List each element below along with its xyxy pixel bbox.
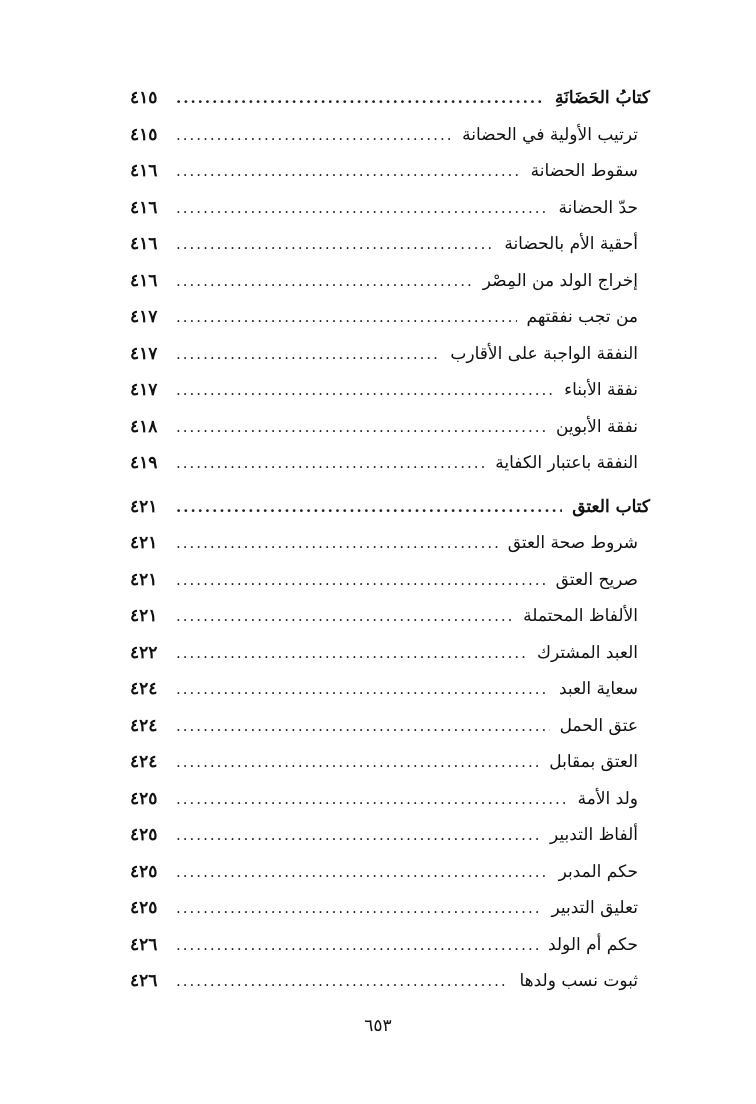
toc-entry	[130, 862, 650, 899]
toc-entry-page: ٤١٧	[130, 380, 158, 400]
dot-leader	[176, 936, 538, 954]
dot-leader	[176, 381, 554, 399]
toc-entry-page: ٤٢٥	[130, 825, 158, 845]
toc-entry-title: حدّ الحضانة	[558, 197, 638, 218]
toc-entry	[130, 570, 650, 607]
dot-leader	[176, 126, 452, 144]
toc-entry	[130, 533, 650, 570]
toc-entry	[130, 898, 650, 935]
toc-entry-title: سقوط الحضانة	[530, 161, 638, 181]
toc-entry-page: ٤٢١	[130, 496, 158, 517]
dot-leader	[176, 272, 473, 290]
toc-entry	[130, 161, 650, 198]
dot-leader	[176, 899, 542, 917]
toc-entry-title: ترتيب الأولية في الحضانة	[462, 124, 638, 145]
toc-entry-page: ٤٢٢	[130, 642, 158, 663]
toc-entry-title: أحقية الأم بالحضانة	[504, 234, 638, 254]
toc-entry-title: كتابُ الحَضَانَةِ	[555, 88, 650, 108]
toc-entry-title: العبد المشترك	[537, 642, 638, 663]
dot-leader	[176, 826, 540, 844]
toc-entry-page: ٤١٦	[130, 234, 158, 254]
dot-leader	[176, 717, 550, 735]
toc-entry	[130, 971, 650, 1008]
dot-leader	[176, 454, 485, 472]
toc-entry-page: ٤٢٤	[130, 752, 158, 772]
toc-entry-page: ٤٢١	[130, 606, 158, 626]
toc-entry-title: تعليق التدبير	[551, 898, 638, 918]
toc-entry	[130, 606, 650, 643]
toc-entry	[130, 271, 650, 308]
toc-entry-page: ٤١٦	[130, 197, 158, 218]
toc-entry-page: ٤٢٥	[130, 898, 158, 918]
dot-leader	[176, 863, 549, 881]
toc-entry-title: صريح العتق	[555, 569, 638, 590]
dot-leader	[176, 235, 494, 253]
toc-entry	[130, 344, 650, 381]
dot-leader	[176, 607, 513, 625]
toc-entry-page: ٤٢٦	[130, 971, 158, 991]
toc-entry-page: ٤١٦	[130, 270, 158, 291]
toc-entry-title: النفقة الواجبة على الأقارب	[450, 343, 638, 364]
toc-entry	[130, 825, 650, 862]
toc-entry-page: ٤٢١	[130, 533, 158, 553]
toc-entry-title: ألفاظ التدبير	[549, 825, 638, 845]
toc-entry-page: ٤١٥	[130, 88, 158, 108]
dot-leader	[176, 680, 549, 698]
toc-entry-title: العتق بمقابل	[549, 752, 638, 772]
toc-entry-title: إخراج الولد من المِصْر	[482, 270, 638, 291]
toc-entry	[130, 380, 650, 417]
page-number: ٦٥٣	[364, 1016, 392, 1036]
toc-entry-title: شروط صحة العتق	[507, 533, 638, 553]
toc-entry	[130, 307, 650, 344]
toc-entry-page: ٤١٧	[130, 307, 158, 327]
toc-entry-page: ٤١٦	[130, 161, 158, 181]
toc-entry-title: نفقة الأبناء	[564, 380, 638, 400]
toc-entry	[130, 125, 650, 162]
toc-entry	[130, 417, 650, 454]
toc-entry-title: الألفاظ المحتملة	[523, 606, 638, 626]
dot-leader	[176, 571, 546, 589]
toc-entry	[130, 935, 650, 972]
dot-leader	[176, 89, 545, 107]
dot-leader	[176, 753, 539, 771]
toc-entry-title: من تجب نفقتهم	[526, 307, 638, 327]
toc-entry	[130, 234, 650, 271]
toc-entry-page: ٤٢٥	[130, 788, 158, 809]
toc-entry-page: ٤١٩	[130, 453, 158, 473]
toc-entry-page: ٤٢٤	[130, 715, 158, 736]
toc-entry	[130, 643, 650, 680]
toc-entry	[130, 198, 650, 235]
table-of-contents	[130, 88, 650, 1008]
toc-entry-title: حكم المدبر	[558, 861, 638, 882]
dot-leader	[176, 534, 498, 552]
toc-entry-title: نفقة الأبوين	[555, 416, 638, 437]
dot-leader	[176, 498, 562, 516]
toc-entry-title: حكم أم الولد	[547, 934, 638, 955]
toc-entry-page: ٤٢٦	[130, 934, 158, 955]
toc-entry-title: ولد الأمة	[577, 788, 638, 809]
toc-entry	[130, 716, 650, 753]
toc-section-heading	[130, 88, 650, 125]
dot-leader	[176, 308, 517, 326]
toc-entry-page: ٤٢٤	[130, 679, 158, 699]
toc-entry-title: سعاية العبد	[558, 679, 638, 699]
dot-leader	[176, 418, 546, 436]
dot-leader	[176, 199, 549, 217]
dot-leader	[176, 345, 440, 363]
toc-entry-page: ٤٢٥	[130, 861, 158, 882]
toc-entry-page: ٤١٧	[130, 343, 158, 364]
toc-entry-title: ثبوت نسب ولدها	[519, 971, 638, 991]
toc-entry-title: كتاب العتق	[572, 496, 650, 517]
dot-leader	[176, 162, 521, 180]
toc-entry-page: ٤١٥	[130, 124, 158, 145]
dot-leader	[176, 644, 527, 662]
toc-entry-title: عتق الحمل	[559, 715, 638, 736]
toc-entry	[130, 752, 650, 789]
toc-entry	[130, 789, 650, 826]
toc-section-heading	[130, 497, 650, 534]
toc-entry-page: ٤٢١	[130, 569, 158, 590]
dot-leader	[176, 790, 568, 808]
toc-entry	[130, 453, 650, 490]
dot-leader	[176, 972, 509, 990]
toc-entry-page: ٤١٨	[130, 416, 158, 437]
toc-entry	[130, 679, 650, 716]
toc-entry-title: النفقة باعتبار الكفاية	[495, 453, 638, 473]
